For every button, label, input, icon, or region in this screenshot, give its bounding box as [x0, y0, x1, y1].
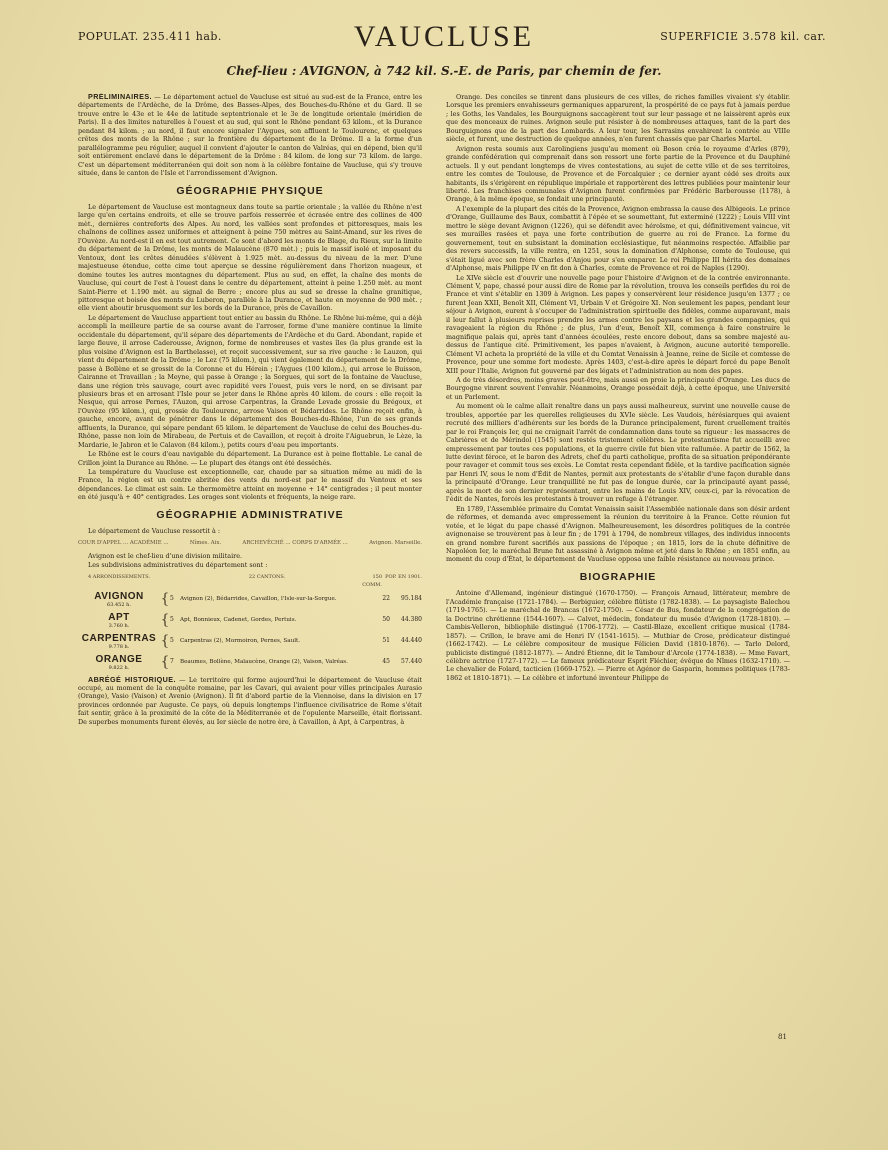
commune-count: 50: [382, 616, 390, 624]
history-paragraph-3: A l'exemple de la plupart des cités de la Provence, Avignon embrassa la cause des Albigeois. Le prince d'Orange, Guillaume des Baux, combattit à l'épée et se soumettant, fut exterminé (1222) ; Louis VIII vint mettre le siège devant Avignon (1226), qui se défendit avec héroïsme, et qui, définitivement vaincue, vit ses murailles rasées et paya une forte contribution de guerre au roi de France. La forme du gouvernement, tout en subsistant la domination ecclésiastique, fut néanmoins respectée. Affaiblie par des revers successifs, la ville rentra, en 1251, sous la domination d'Alphonse, comte de Toulouse, qui s'était ligué avec son frère Charles d'Anjou pour s'en emparer. Le roi Philippe III hérita des domaines d'Alphonse, mais Philippe IV en fit don à Charles, comte de Provence et roi de Naples (1290).: [446, 204, 790, 273]
header-population: POP. EN 1901.: [385, 573, 422, 580]
arrondissement-table-header: [78, 573, 422, 590]
admin-cour-value: Nîmes. Aix.: [189, 539, 222, 546]
brace-icon: {: [160, 591, 170, 608]
historique-lead: ABRÉGÉ HISTORIQUE.: [88, 674, 176, 684]
history-paragraph-4: Le XIVe siècle est d'ouvrir une nouvelle page pour l'histoire d'Avignon et de la contrée environnante. Clément V, pape, chassé pour aussi dire de Rome par la révolution, trouva les conseils perfides du roi de France et vint s'établir en 1309 à Avignon. Les papes y conservèrent leur résidence jusqu'en 1377 ; ce furent Jean XXII, Benoît XII, Clément VI, Urbain V et Grégoire XI. Non seulement les papes, pendant leur séjour à Avignon, eurent à s'occuper de l'administration spirituelle des fidèles, comme auparavant, mais il leur fallut à plusieurs reprises prendre les armes contre les paysans et les grandes compagnies, qui ravageaient la région du Rhône ; de plus, l'un d'eux, Benoît XII, commença à faire construire le magnifique palais qui, après tant d'années écoulées, reste encore debout, dans sa sombre majesté au-dessus de l'antique cité. Primitivement, les papes n'avaient, à Avignon, aucune autorité temporelle. Clément VI acheta la propriété de la ville et du Comtat Venaissin à Jeanne, reine de Sicile et comtesse de Provence, pour une somme fort modeste. Après 1403, c'est-à-dire après le départ forcé du pape Benoît XIII pour l'Italie, Avignon fut gouverné par des légats et l'administration au nom des papes.: [446, 273, 790, 375]
admin-cour-label: COUR D'APPEL ... ACADÉMIE ...: [78, 539, 169, 546]
arrondissement-row: [78, 592, 422, 608]
canton-count: 5: [170, 595, 174, 603]
commune-count: 22: [382, 595, 390, 603]
admin-subdivisions: Les subdivisions administratives du département sont :: [88, 561, 268, 570]
arrondissement-row: [78, 613, 422, 629]
history-paragraph-6: Au moment où le calme allait renaître dans un pays aussi malheureux, survint une nouvelle cause de troubles, apportée par les querelles religieuses du XVIe siècle. Les Vaudois, hérésiarques qui avaient recruté des milliers d'adhérents sur les bords de la Durance principalement, furent cruellement traités par le roi François Ier, qui ne craignait l'arrêt de condamnation dans toute sa rigueur : les massacres de Cabrières et de Mérindol (1545) sont restés tristement célèbres. Le protestantisme fut accueilli avec empressement par toutes ces populations, et la guerre civile fut bien vite rallumée. A partir de 1562, la lutte devint féroce, et le baron des Adrets, chef du parti catholique, profita de sa situation prépondérante pour ravager et commit tous ses excès. Le Comtat resta cependant fidèle, et la tardive pacification signée par Henri IV, sous le nom d'Édit de Nantes, permit aux protestants de s'établir d'une façon durable dans la principauté d'Orange. Leur tranquillité ne fut pas de longue durée, car la principauté ayant passé, après la mort de son dernier représentant, entre les mains de Louis XIV, ceux-ci, par la révocation de l'édit de Nantes, forcés les protestants à trouver un refuge à l'étranger.: [446, 402, 790, 504]
commune-count: 45: [382, 658, 390, 666]
arrondissement-name: AVIGNON: [94, 590, 144, 602]
population-total: 95.184: [401, 595, 422, 603]
population-total: 57.440: [401, 658, 422, 666]
arrondissement-pop: 9.822 h.: [108, 664, 130, 671]
brace-icon: {: [160, 633, 170, 650]
canton-count: 5: [170, 616, 174, 624]
surface-header: SUPERFICIE 3.578 kil. car.: [660, 30, 826, 43]
physique-paragraph-4: La température du Vaucluse est exceptionnelle, car, chaude par sa situation même au midi de la France, la région est un contre abritée des vents du nord-est par le massif du Ventoux et ses dépendances. Le climat est sain. Le thermomètre atteint en moyenne + 14° centigrades ; il peut monter en été jusqu'à + 40° centigrades. Les orages sont violents et fréquents, la neige rare.: [78, 468, 422, 502]
heading-geographie-administrative: GÉOGRAPHIE ADMINISTRATIVE: [156, 508, 344, 521]
canton-count: 5: [170, 637, 174, 645]
brace-icon: {: [160, 654, 170, 671]
canton-list: Carpentras (2), Mormoiron, Pernes, Sault.: [180, 638, 301, 645]
header-cantons: 22 CANTONS.: [248, 573, 286, 580]
header-arrondissements: 4 ARRONDISSEMENTS.: [87, 573, 151, 580]
arrondissement-pop: 3.760 h.: [108, 622, 130, 629]
canton-list: Avignon (2), Bédarrides, Cavaillon, l'Isle-sur-la-Sorgue.: [180, 596, 337, 603]
history-paragraph-7: En 1789, l'Assemblée primaire du Comtat Venaissin saisit l'Assemblée nationale dans son désir ardent de réformes, et demanda avec empressement la réunion du territoire à la France. Cette réunion fut votée, et le légat du pape chassé d'Avignon. Malheureusement, les désordres politiques de la contrée avignonaise se trouvèrent pas à leur fin ; de 1791 à 1794, de nombreux villages, des individus innocents en grand nombre furent sacrifiés aux passions de l'époque ; en 1815, lors de la chute définitive de Napoléon Ier, le maréchal Brune fut assassiné à Avignon même et jeté dans le Rhône ; en 1851 enfin, au moment du coup d'État, le département de Vaucluse opposa une faible résistance au nouveau prince.: [446, 504, 790, 564]
heading-geographie-physique: GÉOGRAPHIE PHYSIQUE: [176, 184, 324, 197]
physique-paragraph-1: Le département de Vaucluse est montagneux dans toute sa partie orientale ; la vallée du Rhône n'est large qu'en certains endroits, et elle se trouve parfois resserrée et écrasée entre des collines de 400 mèt., dernières contreforts des Alpes. Au nord, les vallées sont profondes et pittoresques, mais les chaînons de collines assez uniformes et atteignent à peine 750 mètres au Saint-Amand, sur les rives de l'Ouvèze. Au nord-est il en est tout autrement. Ce sont d'abord les monts de Blage, du Rieux, sur la limite du département de la Drôme, les monts de Malaucène (870 mèt.) ; puis le massif isolé et imposant du Ventoux, dont les crêtes dénudées s'élèvent à 1.925 mèt. au-dessus du niveau de la mer. D'une majestueuse étendue, cette cime tout aperçue se dessine régulièrement dans l'horizon nuageux, et domine toutes les autres montagnes du département. Plus au sud, en effet, la chaîne des monts de Vaucluse, qui court de l'est à l'ouest dans le centre du département, atteint à peine 1.250 mèt. au mont Saint-Pierre et 1.190 mèt. au signal de Berre ; encore plus au sud se dresse la chaîne granitique, pittoresque et boisée des monts du Luberon, parallèle à la Durance, et haute en moyenne de 900 mèt. ; elle vient aboutir brusquement sur les bords de la Durance, près de Cavaillon.: [78, 202, 422, 313]
admin-intro: Le département de Vaucluse ressortit à :: [88, 527, 220, 536]
left-column: [78, 93, 422, 1103]
arrondissement-pop: 63.452 h.: [107, 601, 131, 608]
admin-archeveche-value: Avignon. Marseille.: [369, 539, 422, 546]
biographie-paragraph: Antoine d'Allemand, ingénieur distingué (1670-1750). — François Arnaud, littérateur, membre de l'Académie française (1721-1784). — Berbiguier, célèbre flûtiste (1782-1838). — Le paysagiste Balechou (1719-1765). — Le maréchal de Brancas (1672-1750). — César de Bus, fondateur de la congrégation de la Doctrine chrétienne (1544-1607). — Calvet, médecin, fondateur du musée d'Avignon (1728-1810). — Cambis-Velleron, bibliophile distingué (1706-1772). — Castil-Blaze, excellent critique musical (1784-1857). — Crillon, le brave ami de Henri IV (1541-1615). — Mutbiar de Crose, prédicateur distingué (1662-1742). — Le célèbre compositeur de musique Félicien David (1810-1876). — Tarlo Delord, publiciste distingué (1812-1877). — André Étienne, dit le Tambour d'Arcole (1774-1838). — Mme Favart, célèbre actrice (1727-1772). — Le fameux prédicateur Esprit Fléchier, évêque de Nîmes (1632-1710). — Le chevalier de Folard, tacticien (1669-1752). — Pierre et Agénor de Gasparin, hommes politiques (1783-1862 et 1810-1871). — Le célèbre et infortuné inventeur Philippe de: [446, 589, 790, 682]
population-total: 44.440: [401, 637, 422, 645]
history-paragraph-2: Avignon resta soumis aux Carolingiens jusqu'au moment où Boson créa le royaume d'Arles (879), grande confédération qui comprenait dans son ressort une forte partie de la Provence et du Dauphiné actuels. Il y eut pendant longtemps de vives contestations, au sujet de cette ville et de ses territoires, entre les comtes de Toulouse, de Provence et de Forcalquier ; ce dernier ayant cédé ses droits aux habitants, ils s'érigèrent en république impériale et rapportèrent des lettres publiées pour maintenir leur liberté. Les franchises communales d'Avignon furent confirmées par Frédéric Barberousse (1178), à Orange, à la même époque, se fondait une principauté.: [446, 144, 790, 204]
page-title: VAUCLUSE: [353, 20, 535, 53]
page-number: 81: [778, 1033, 787, 1041]
arrondissement-row: [78, 655, 422, 671]
arrondissement-name: APT: [108, 611, 130, 623]
physique-paragraph-3: Le Rhône est le cours d'eau navigable du département. La Durance est à peine flottable. Le canal de Crillon joint la Durance au Rhône. — Le plupart des étangs ont été desséchés.: [78, 450, 422, 467]
heading-biographie: BIOGRAPHIE: [579, 570, 657, 583]
arrondissement-name: CARPENTRAS: [81, 632, 157, 644]
right-column: [446, 93, 790, 1103]
preliminaires-text: — Le département actuel de Vaucluse est situé au sud-est de la France, entre les départements de l'Ardèche, de la Drôme, des Basses-Alpes, des Bouches-du-Rhône et du Gard. Il se trouve entre le 43e et le 44e de latitude septentrionale et le 3e de longitude orientale (méridien de Paris). Il a des limites naturelles à l'ouest et au sud, qui sont le Rhône pendant 63 kilom., et la Durance pendant 84 kilom. ; au nord, il faut encore signaler l'Aygues, son affluent le Toulourenc, et quelques crêtes des monts de la Rhône ; sur la frontière du département de la Drôme. Il a la forme d'un parallélogramme peu régulier, auquel il convient d'ajouter le canton de Valréas, qui en dépend, bien qu'il soit entièrement enclavé dans le département de la Drôme : 84 kilom. de long sur 73 kilom. de large. C'est un département méditerranéen qui doit son nom à la célèbre fontaine de Vaucluse, qui s'y trouve située, dans le canton de l'Isle et l'arrondissement d'Avignon.: [78, 93, 422, 178]
brace-icon: {: [160, 612, 170, 629]
canton-count: 7: [170, 658, 174, 666]
chef-lieu-subtitle: Chef-lieu : AVIGNON, à 742 kil. S.-E. de Paris, par chemin de fer.: [226, 64, 662, 78]
physique-paragraph-2: Le département de Vaucluse appartient tout entier au bassin du Rhône. Le Rhône lui-même, qui a déjà accompli la meilleure partie de sa course avant de l'arroser, forme d'une manière continue la limite occidentale du département, qu'il sépare des départements de l'Ardèche et du Gard. Abondant, rapide et large fleuve, il arrose Caderousse, Avignon, forme de nombreuses et vastes îles (la plus grande est la plus voisine d'Avignon est la Barthelasse), et reçoit successivement, sur sa rive gauche : le Lauzon, qui vient du département de la Drôme ; le Lez (75 kilom.), qui vient également du département de la Drôme, passe à Bollène et se grossit de la Coronne et du Hérein ; l'Aygues (100 kilom.), qui arrose le Buisson, Cairanne et Travaillan ; la Meyne, qui passe à Orange ; la Sorgues, qui sort de la fontaine de Vaucluse, dans une région très sauvage, court avec rapidité vers l'ouest, puis vers le nord, en se divisant par plusieurs bras et en arrosant l'Isle pour se jeter dans le Rhône après 40 kilom. de cours : elle reçoit la Nesque, qui arrose Pernes, l'Auzon, qui arrose Carpentras, la Grande Levade grossie du Brégoux, et l'Ouvèze (95 kilom.), qui, grossie du Toulourenc, arrose Vaison et Bédarrides. Le Rhône reçoit enfin, à gauche, encore, avant de pénétrer dans le département des Bouches-du-Rhône, l'un de ses grands affluents, la Durance, qui sépare pendant 65 kilom. le département de Vaucluse de celui des Bouches-du-Rhône, passe non loin de Mirabeau, de Pertuis et de Cavaillon, et reçoit à droite l'Aiguebrun, le Lèze, la Mardarie, le Jabron et le Calavon (84 kilom.), petits cours d'eau peu importants.: [78, 313, 422, 449]
arrondissement-name: ORANGE: [95, 653, 143, 665]
canton-list: Beaumes, Bollène, Malaucène, Orange (2), Vaison, Valréas.: [180, 659, 348, 666]
historique-paragraph: [78, 676, 422, 727]
arrondissement-row: [78, 634, 422, 650]
admin-jurisdictions: [78, 540, 422, 547]
history-paragraph-5: A de très désordres, moins graves peut-être, mais aussi en proie la principauté d'Orange. Les ducs de Bourgogne vinrent souvent l'envahir. Néanmoins, Orange possédait déjà, à cette époque, une Université et un Parlement.: [446, 375, 790, 401]
commune-count: 51: [382, 637, 390, 645]
history-paragraph-1: Orange. Des conciles se tinrent dans plusieurs de ces villes, de riches familles vivaient s'y établir. Lorsque les premiers envahisseurs germaniques apparurent, la prospérité de ce pays fut à jamais perdue ; les Goths, les Vandales, les Bourguignons saccagèrent tout sur leur passage et ne laissèrent après eux que des monceaux de ruines. Avignon seule put résister à de nombreuses attaques, tant de la part des Bourguignons que de la part des Lombards. A leur tour, les Sarrasins envahirent la contrée au VIIIe siècle, et furent, une destruction de quelque années, n'en furent chassés que par Charles Martel.: [446, 93, 790, 144]
preliminaires-lead: PRÉLIMINAIRES.: [88, 93, 152, 101]
preliminaires-paragraph: [78, 93, 422, 178]
admin-archeveche-label: ARCHEVÊCHÉ ... CORPS D'ARMÉE ...: [242, 539, 348, 546]
arrondissement-pop: 9.778 h.: [108, 643, 130, 650]
population-total: 44.380: [401, 616, 422, 624]
population-header: POPULAT. 235.411 hab.: [78, 30, 222, 43]
admin-chef-lieu: Avignon est le chef-lieu d'une division militaire.: [88, 551, 243, 560]
canton-list: Apt, Bonnieux, Cadenet, Gordes, Pertuis.: [180, 617, 297, 624]
header-communes: 150 COMM.: [362, 573, 382, 589]
historique-text: — Le territoire qui forme aujourd'hui le département de Vaucluse était occupé, au moment de la conquête romaine, par les Cavari, qui avaient pour villes principales Aurasio (Orange), Vasio (Vaison) et Avenio (Avignon). Il fit d'abord partie de la Viennoise, dans la division en 17 provinces ordonnée par Auguste. Ce pays, où depuis longtemps l'influence civilisatrice de Rome s'était fait sentir, grâce à la proximité de la côte de la Méditerranée et de l'opulente Marseille, était florissant. De superbes monuments furent élevés, au Ier siècle de notre ère, à Cavaillon, à Apt, à Carpentras, à: [78, 675, 422, 726]
